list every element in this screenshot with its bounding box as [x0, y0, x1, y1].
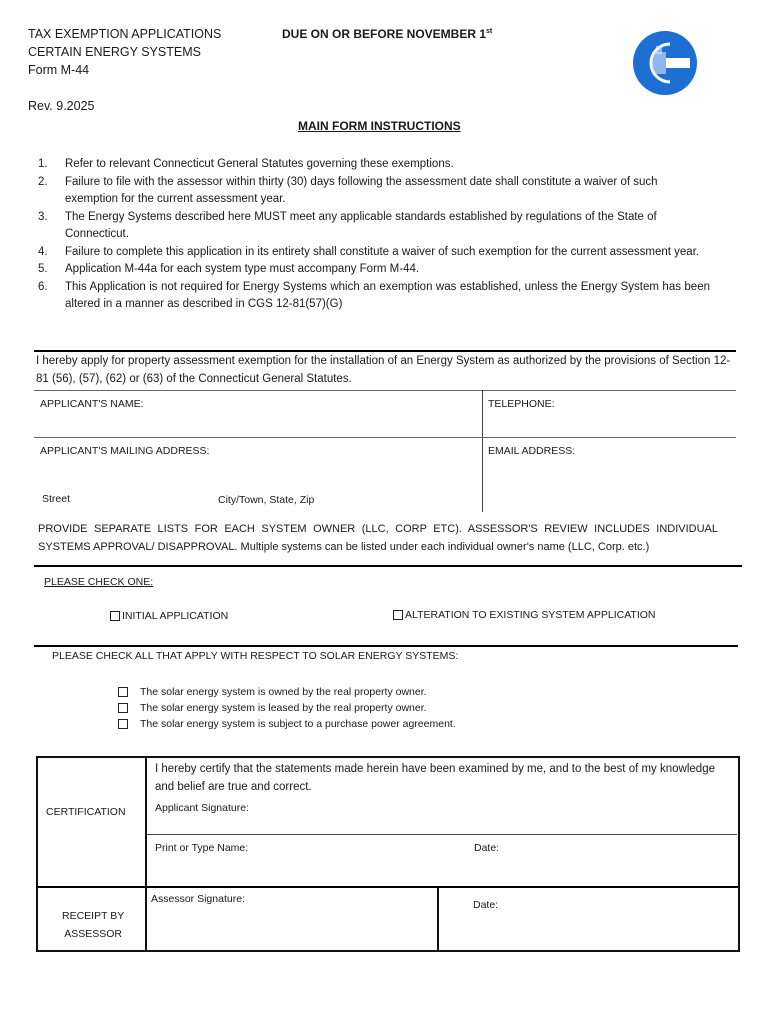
initial-application-checkbox[interactable]: [110, 611, 120, 621]
divider: [34, 350, 736, 352]
instruction-text: Refer to relevant Connecticut General Statutes governing these exemptions.: [65, 158, 454, 170]
solar-ppa-checkbox[interactable]: [118, 719, 128, 729]
instruction-item: [38, 244, 710, 262]
print-name-field[interactable]: [268, 838, 463, 878]
instruction-text: This Application is not required for Energy Systems which an exemption was established, unless the Energy System has been altered in a manner as described in CGS 12-81(57)(G): [65, 280, 710, 310]
solar-owned-label: The solar energy system is owned by the real property owner.: [140, 686, 427, 698]
print-name-label: Print or Type Name:: [155, 842, 249, 854]
instructions-title: MAIN FORM INSTRUCTIONS: [298, 119, 461, 133]
due-date: [282, 27, 492, 41]
header-line-1: TAX EXEMPTION APPLICATIONS: [28, 27, 222, 41]
receipt-label: [62, 907, 124, 943]
initial-application-label: INITIAL APPLICATION: [122, 610, 229, 622]
solar-owned-checkbox[interactable]: [118, 687, 128, 697]
receipt-column-divider: [437, 888, 439, 950]
instruction-number: 6.: [38, 280, 48, 293]
application-statement: I hereby apply for property assessment exemption for the installation of an Energy System as authorized by the provisions of Section 12-81 (56), (57), (62) or (63) of the Connecticut General Statutes.: [36, 355, 731, 385]
instructions-list: [38, 156, 710, 314]
telephone-label: TELEPHONE:: [488, 398, 555, 410]
solar-title: PLEASE CHECK ALL THAT APPLY WITH RESPECT TO SOLAR ENERGY SYSTEMS:: [52, 650, 459, 662]
divider: [34, 390, 736, 391]
email-field[interactable]: [488, 462, 734, 507]
email-label: EMAIL ADDRESS:: [488, 445, 576, 457]
instruction-number: 1.: [38, 158, 48, 170]
revision-label: Rev. 9.2025: [28, 99, 95, 113]
street-label: Street: [42, 493, 71, 505]
applicant-name-label: APPLICANT'S NAME:: [40, 398, 144, 410]
city-label: City/Town, State, Zip: [218, 494, 315, 506]
assessor-date-label: Date:: [473, 899, 499, 911]
mailing-address-field[interactable]: [40, 462, 478, 492]
solar-option-ppa[interactable]: [118, 718, 456, 730]
instruction-number: 2.: [38, 175, 48, 188]
applicant-signature-label: Applicant Signature:: [155, 802, 249, 814]
initial-application-option[interactable]: [110, 610, 228, 622]
solar-option-owned[interactable]: [118, 686, 427, 698]
applicant-name-field[interactable]: [150, 394, 475, 434]
assessor-signature-field[interactable]: [260, 890, 430, 945]
form-header: [28, 25, 221, 79]
header-line-2: CERTAIN ENERGY SYSTEMS: [28, 45, 201, 59]
instruction-text: Application M-44a for each system type must accompany Form M-44.: [65, 263, 420, 275]
alteration-application-label: ALTERATION TO EXISTING SYSTEM APPLICATION: [405, 609, 656, 621]
column-divider: [482, 390, 483, 512]
instruction-item: [38, 209, 710, 244]
divider: [34, 437, 736, 438]
assessor-date-field[interactable]: [505, 892, 730, 944]
instruction-item: [38, 156, 710, 174]
alteration-application-option[interactable]: [393, 609, 656, 621]
date-label: Date:: [474, 842, 500, 854]
divider: [147, 834, 737, 835]
solar-ppa-label: The solar energy system is subject to a purchase power agreement.: [140, 718, 456, 730]
instruction-item: [38, 279, 710, 314]
due-date-suffix: st: [486, 28, 493, 35]
solar-option-leased[interactable]: [118, 702, 427, 714]
applicant-signature-field[interactable]: [270, 798, 730, 830]
divider: [36, 886, 738, 888]
telephone-field[interactable]: [555, 394, 735, 434]
instruction-text: Failure to complete this application in its entirety shall constitute a waiver of such exemption for the current assessment year.: [65, 245, 700, 258]
receipt-label-line-2: ASSESSOR: [64, 928, 123, 940]
instruction-text: Failure to file with the assessor within thirty (30) days following the assessment date shall constitute a waiver of such exemption for the current assessment year.: [65, 175, 658, 205]
alteration-application-checkbox[interactable]: [393, 610, 403, 620]
mailing-address-label: APPLICANT'S MAILING ADDRESS:: [40, 445, 210, 457]
instruction-text: The Energy Systems described here MUST meet any applicable standards established by regulations of the State of Connecticut.: [65, 210, 657, 240]
check-one-title: PLEASE CHECK ONE:: [44, 576, 154, 588]
solar-leased-checkbox[interactable]: [118, 703, 128, 713]
instruction-item: [38, 174, 710, 209]
assessor-signature-label: Assessor Signature:: [151, 893, 245, 905]
due-date-text: DUE ON OR BEFORE NOVEMBER 1: [282, 27, 487, 41]
divider: [34, 645, 738, 647]
certification-statement: I hereby certify that the statements made herein have been examined by me, and to the best of my knowledge and belief are true and correct.: [155, 763, 715, 793]
cert-column-divider: [145, 758, 147, 950]
receipt-label-line-1: RECEIPT BY: [62, 910, 125, 922]
separate-lists-notice: PROVIDE SEPARATE LISTS FOR EACH SYSTEM OWNER (LLC, CORP ETC). ASSESSOR'S REVIEW INCLUDES INDIVIDUAL SYSTEMS APPROVAL/ DISAPPROVAL. Multiple systems can be listed under each individual owner's name (LLC, Corp. etc.): [38, 523, 718, 553]
header-form-number: Form M-44: [28, 63, 90, 77]
certification-label: CERTIFICATION: [46, 806, 126, 818]
divider: [34, 565, 742, 567]
instruction-item: [38, 261, 710, 279]
date-field[interactable]: [505, 838, 730, 878]
instruction-number: 5.: [38, 263, 48, 275]
solar-leased-label: The solar energy system is leased by the real property owner.: [140, 702, 427, 714]
instruction-number: 4.: [38, 245, 48, 258]
instruction-number: 3.: [38, 210, 48, 223]
ct-seal-logo-icon: [632, 30, 698, 96]
